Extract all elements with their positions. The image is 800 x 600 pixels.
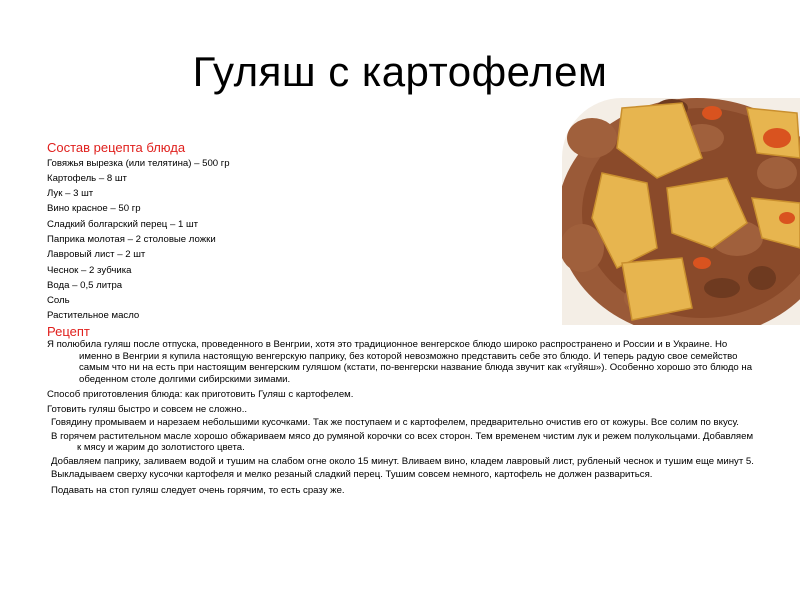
- ingredient-item: Лук – 3 шт: [47, 188, 94, 200]
- ingredient-item: Лавровый лист – 2 шт: [47, 249, 146, 261]
- recipe-heading: Рецепт: [47, 323, 90, 339]
- method-line: Способ приготовления блюда: как приготовить Гуляш с картофелем.: [47, 389, 354, 401]
- ingredient-item: Вода – 0,5 литра: [47, 279, 123, 291]
- ingredient-item: Картофель – 8 шт: [47, 172, 127, 184]
- ingredient-item: Растительное масло: [47, 310, 140, 322]
- ingredients-heading: Состав рецепта блюда: [47, 140, 186, 155]
- intro-paragraph: Я полюбила гуляш после отпуска, проведенного в Венгрии, хотя это традиционное венгерское блюдо широко распространено и России и в Украине. Но именно в Венгрии я купила настоящую венгерскую паприку, без которой невозможно представить себе это блюдо. И теперь радую свое семейство самым что ни на есть при настоящим венгерским гуляшом (кстати, по-венгерски название блюда звучит как «гуйяш»). Особенно хорошо это блюдо на обеденном столе долгими сибирскими зимами.: [47, 339, 753, 385]
- recipe-step: Говядину промываем и нарезаем небольшими кусочками. Так же поступаем и с картофелем, предварительно очистив его от кожуры. Все солим по вкусу.: [51, 417, 739, 429]
- recipe-step: Добавляем паприку, заливаем водой и тушим на слабом огне около 15 минут. Вливаем вино, кладем лавровый лист, рубленый чеснок и тушим еще минут 5.: [51, 455, 754, 467]
- recipe-step: Выкладываем сверху кусочки картофеля и мелко резаный сладкий перец. Тушим совсем немного, картофель не должен развариться.: [51, 469, 653, 481]
- easy-line: Готовить гуляш быстро и совсем не сложно..: [47, 404, 248, 416]
- recipe-step: В горячем растительном масле хорошо обжариваем мясо до румяной корочки со всех сторон. Тем временем чистим лук и режем полукольцами. Добавляем к мясу и жарим до золотистого цвета.: [51, 430, 754, 454]
- ingredient-item: Говяжья вырезка (или телятина) – 500 гр: [47, 157, 230, 169]
- ingredient-item: Паприка молотая – 2 столовые ложки: [47, 233, 216, 245]
- recipe-content: [47, 140, 757, 498]
- ingredient-item: Сладкий болгарский перец – 1 шт: [47, 218, 199, 230]
- page-title: Гуляш с картофелем: [192, 48, 608, 95]
- ingredient-item: Чеснок – 2 зубчика: [47, 264, 132, 276]
- ingredient-item: Соль: [47, 295, 70, 307]
- final-line: Подавать на стоп гуляш следует очень горячим, то есть сразу же.: [51, 484, 345, 496]
- ingredient-item: Вино красное – 50 гр: [47, 203, 141, 215]
